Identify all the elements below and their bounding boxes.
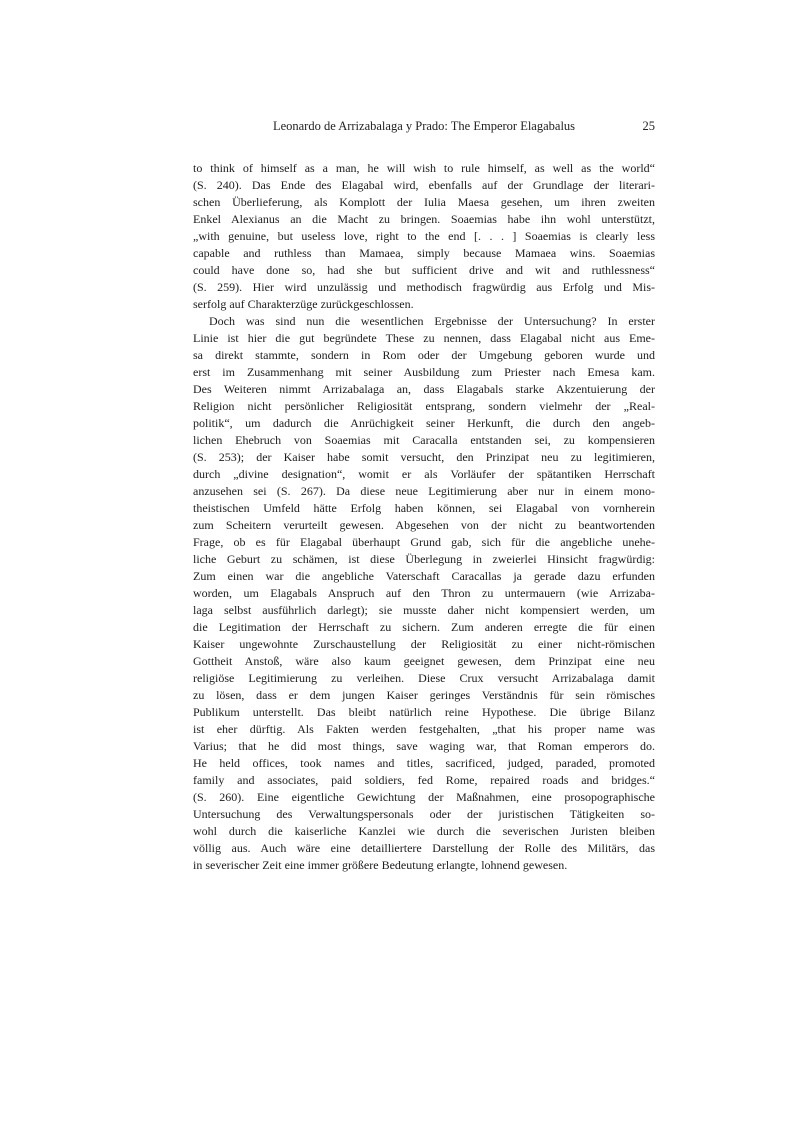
text-line: Untersuchung des Verwaltungspersonals oder der juristischen Tätigkeiten so-: [193, 807, 655, 821]
paragraph: [193, 313, 655, 874]
text-line: serfolg auf Charakterzüge zurückgeschlossen.: [193, 297, 414, 311]
text-line: schen Überlieferung, als Komplott der Iulia Maesa gesehen, um ihren zweiten: [193, 195, 655, 209]
text-line: He held offices, took names and titles, sacrificed, judged, paraded, promoted: [193, 756, 655, 770]
text-line: laga selbst ausführlich darlegt); sie musste daher nicht kompensiert werden, um: [193, 603, 655, 617]
text-line: Enkel Alexianus an die Macht zu bringen. Soaemias habe ihn wohl unterstützt,: [193, 212, 655, 226]
text-line: in severischer Zeit eine immer größere Bedeutung erlangte, lohnend gewesen.: [193, 858, 568, 872]
text-line: to think of himself as a man, he will wish to rule himself, as well as the world“: [193, 161, 655, 175]
text-line: liche Geburt zu schämen, ist diese Überlegung in zweierlei Hinsicht fragwürdig:: [193, 552, 655, 566]
page-number: 25: [642, 119, 655, 133]
text-line: Varius; that he did most things, save waging war, that Roman emperors do.: [193, 739, 655, 753]
text-line: zu lösen, dass er dem jungen Kaiser geringes Verständnis für sein römisches: [193, 688, 655, 702]
text-line: (S. 259). Hier wird unzulässig und methodisch fragwürdig aus Erfolg und Mis-: [193, 280, 655, 294]
text-line: Gottheit Anstoß, wäre also kaum geeignet gewesen, dem Prinzipat eine neu: [193, 654, 655, 668]
text-line: theistischen Umfeld hätte Erfolg haben können, sei Elagabal von vornherein: [193, 501, 655, 515]
text-line: family and associates, paid soldiers, fed Rome, repaired roads and bridges.“: [193, 773, 655, 787]
text-line: (S. 260). Eine eigentliche Gewichtung der Maßnahmen, eine prosopographische: [193, 790, 655, 804]
text-line: wohl durch die kaiserliche Kanzlei wie durch die severischen Juristen bleiben: [193, 824, 655, 838]
text-line: Frage, ob es für Elagabal überhaupt Grund gab, sich für die angebliche unehe-: [193, 535, 655, 549]
text-line: völlig aus. Auch wäre eine detailliertere Darstellung der Rolle des Militärs, das: [193, 841, 655, 855]
text-line: Kaiser ungewohnte Zurschaustellung der Religiosität zu einer nicht-römischen: [193, 637, 655, 651]
text-block: [193, 160, 655, 874]
text-line: could have done so, had she but sufficient drive and wit and ruthlessness“: [193, 263, 655, 277]
text-line: lichen Ehebruch von Soaemias mit Caracalla entstanden sei, zu kompensieren: [193, 433, 655, 447]
text-line: Linie ist hier die gut begründete These zu nennen, dass Elagabal nicht aus Eme-: [193, 331, 655, 345]
text-line: ist eher dürftig. Als Fakten werden festgehalten, „that his proper name was: [193, 722, 655, 736]
text-line: „with genuine, but useless love, right to the end [. . . ] Soaemias is clearly less: [193, 229, 655, 243]
text-line: capable and ruthless than Mamaea, simply because Mamaea wins. Soaemias: [193, 246, 655, 260]
text-line: sa direkt stammte, sondern in Rom oder der Umgebung geboren wurde und: [193, 348, 655, 362]
text-line: erst im Zusammenhang mit seiner Ausbildung zum Priester nach Emesa kam.: [193, 365, 655, 379]
running-header: [193, 118, 655, 135]
text-line: Des Weiteren nimmt Arrizabalaga an, dass Elagabals starke Akzentuierung der: [193, 382, 655, 396]
text-line: Zum einen war die angebliche Vaterschaft Caracallas ja gerade dazu erfunden: [193, 569, 655, 583]
text-line: durch „divine designation“, womit er als Vorläufer der spätantiken Herrschaft: [193, 467, 655, 481]
text-line: worden, um Elagabals Anspruch auf den Thron zu untermauern (wie Arrizaba-: [193, 586, 655, 600]
document-page: [193, 118, 655, 874]
text-line: (S. 240). Das Ende des Elagabal wird, ebenfalls auf der Grundlage der literari-: [193, 178, 655, 192]
text-line: Religion nicht persönlicher Religiosität entsprang, sondern vielmehr der „Real-: [193, 399, 655, 413]
text-line: politik“, um dadurch die Anrüchigkeit seiner Herkunft, die durch den angeb-: [193, 416, 655, 430]
text-line: zum Scheitern verurteilt gewesen. Abgesehen von der nicht zu beantwortenden: [193, 518, 655, 532]
text-line: (S. 253); der Kaiser habe somit versucht, den Prinzipat neu zu legitimieren,: [193, 450, 655, 464]
text-line: religiöse Legitimierung zu verleihen. Diese Crux versucht Arrizabalaga damit: [193, 671, 655, 685]
text-line: Publikum unterstellt. Das bleibt natürlich reine Hypothese. Die übrige Bilanz: [193, 705, 655, 719]
text-line: die Legitimation der Herrschaft zu sichern. Zum anderen erregte die für einen: [193, 620, 655, 634]
text-line: Doch was sind nun die wesentlichen Ergebnisse der Untersuchung? In erster: [209, 314, 655, 328]
paragraph: [193, 160, 655, 313]
header-title: Leonardo de Arrizabalaga y Prado: The Emperor Elagabalus: [272, 119, 576, 133]
text-line: anzusehen sei (S. 267). Da diese neue Legitimierung aber nur in einem mono-: [193, 484, 655, 498]
